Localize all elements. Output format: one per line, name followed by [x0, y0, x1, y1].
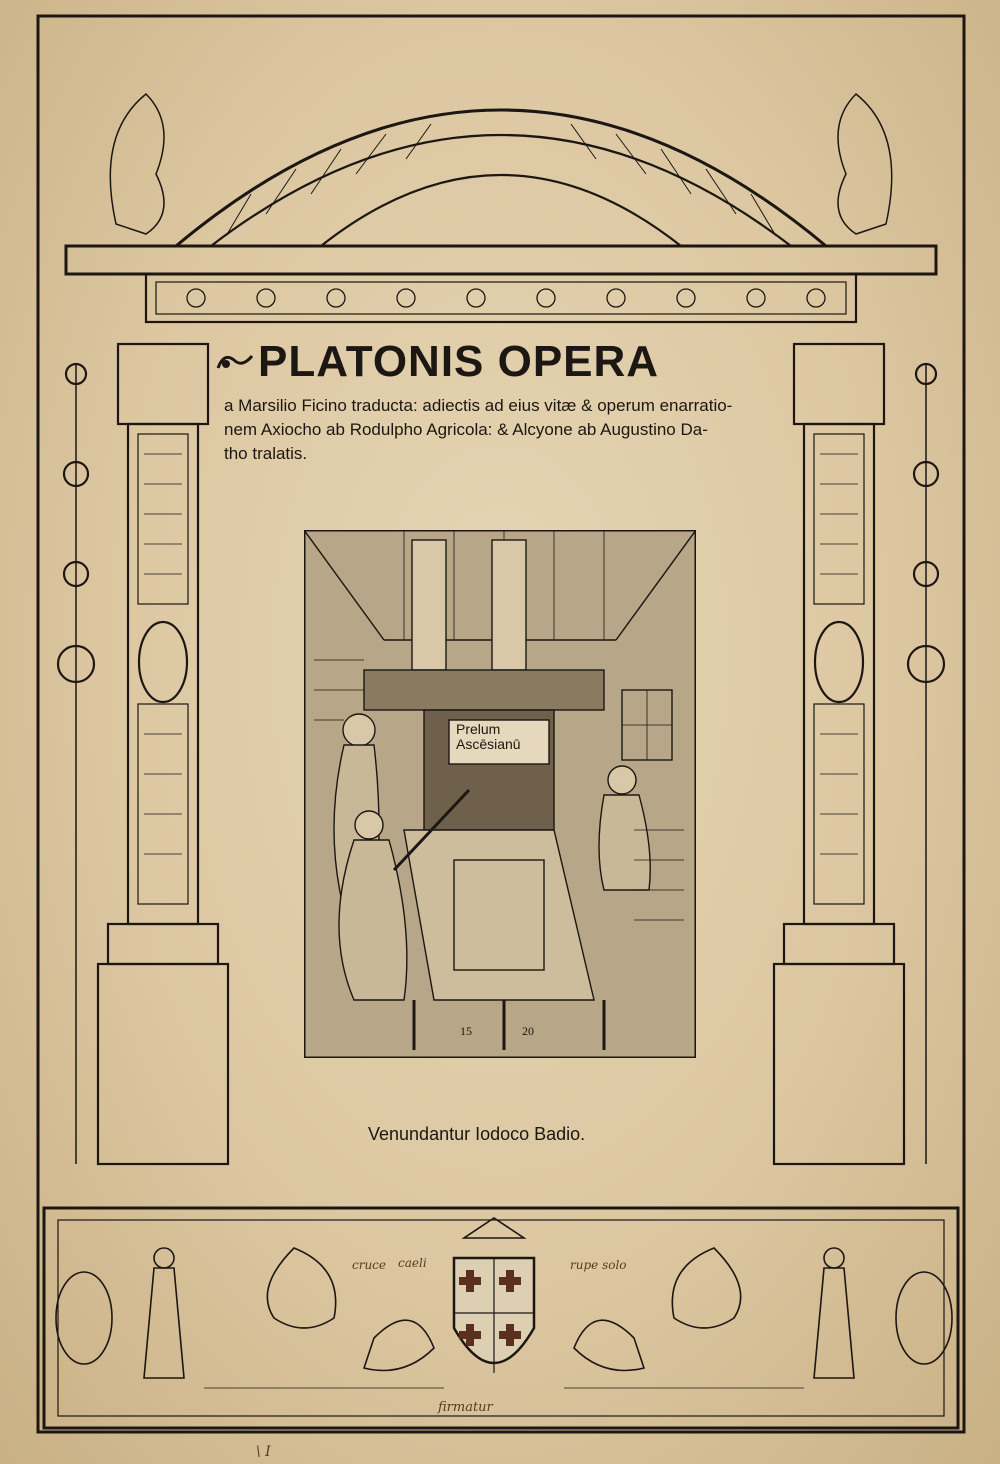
page-title: PLATONIS OPERA — [258, 337, 660, 386]
bottom-frieze — [44, 1208, 964, 1434]
manuscript-mark-corner: \ I — [256, 1444, 271, 1460]
manuscript-note-bottom: firmatur — [438, 1400, 493, 1415]
scroll-line: Ascēsianū — [456, 736, 521, 752]
title-block — [210, 337, 790, 466]
scroll-line: Prelum — [456, 721, 501, 737]
fleuron-icon — [214, 346, 256, 376]
imprint: Venundantur Iodoco Badio. — [368, 1124, 586, 1144]
press-scroll-label — [456, 722, 521, 752]
year-left: 15 — [460, 1024, 472, 1038]
subtitle-line: nem Axiocho ab Rodulpho Agricola: & Alcyone ab Augustino Da- — [224, 420, 708, 439]
subtitle-line: tho tralatis. — [224, 444, 308, 463]
manuscript-note-left: cruce — [352, 1258, 387, 1272]
manuscript-note-mid: caeli — [398, 1256, 427, 1270]
printing-press-woodcut — [304, 530, 696, 1058]
subtitle-line: a Marsilio Ficino traducta: adiectis ad eius vitæ & operum enarratio- — [224, 396, 733, 415]
year-right: 20 — [522, 1024, 534, 1038]
subtitle — [224, 394, 784, 466]
manuscript-note-right: rupe solo — [570, 1258, 627, 1272]
